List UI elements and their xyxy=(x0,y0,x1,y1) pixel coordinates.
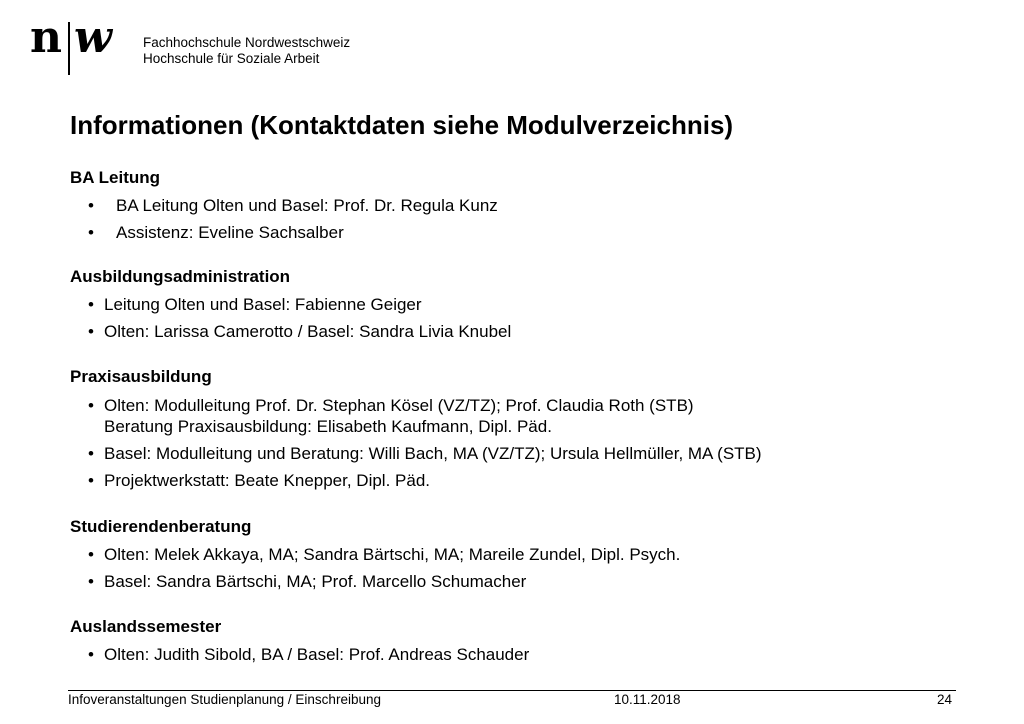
bullet-list xyxy=(70,195,498,243)
slide-title: Informationen (Kontaktdaten siehe Modulverzeichnis) xyxy=(70,110,734,140)
bullet-dot: • xyxy=(88,545,94,564)
section-heading: Ausbildungsadministration xyxy=(70,267,291,286)
section-praxisausbildung xyxy=(70,367,762,491)
bullet-list xyxy=(70,395,762,491)
logo-divider xyxy=(68,22,70,75)
list-item-text: Olten: Modulleitung Prof. Dr. Stephan Kösel (VZ/TZ); Prof. Claudia Roth (STB) xyxy=(104,396,694,415)
section-ba-leitung xyxy=(70,168,498,243)
slide-footer xyxy=(68,690,956,711)
list-item-text: Leitung Olten und Basel: Fabienne Geiger xyxy=(104,295,422,314)
section-auslandssemester xyxy=(70,617,529,665)
list-item xyxy=(70,544,680,565)
logo-line-2: Hochschule für Soziale Arbeit xyxy=(143,51,320,66)
list-item-text: Projektwerkstatt: Beate Knepper, Dipl. Päd. xyxy=(104,471,431,490)
bullet-dot: • xyxy=(88,572,94,591)
bullet-list xyxy=(70,644,529,665)
section-heading: Studierendenberatung xyxy=(70,517,252,536)
fhnw-logo xyxy=(30,12,390,76)
page-number: 24 xyxy=(936,692,952,707)
list-item-text: Olten: Melek Akkaya, MA; Sandra Bärtschi, MA; Mareile Zundel, Dipl. Psych. xyxy=(104,545,681,564)
list-item-text: Basel: Sandra Bärtschi, MA; Prof. Marcello Schumacher xyxy=(104,572,527,591)
bullet-dot: • xyxy=(88,396,94,415)
list-item xyxy=(70,571,680,592)
logo-mark-w: w xyxy=(74,12,112,63)
logo-line-1: Fachhochschule Nordwestschweiz xyxy=(143,35,351,50)
section-heading: Praxisausbildung xyxy=(70,367,212,386)
list-item xyxy=(70,470,762,491)
footer-title: Infoveranstaltungen Studienplanung / Einschreibung xyxy=(68,692,381,707)
list-item xyxy=(70,195,498,216)
list-item xyxy=(70,395,762,416)
bullet-list xyxy=(70,294,511,342)
section-heading: Auslandssemester xyxy=(70,617,222,636)
list-item xyxy=(70,321,511,342)
section-heading: BA Leitung xyxy=(70,168,161,187)
bullet-dot: • xyxy=(88,223,94,242)
bullet-dot: • xyxy=(88,444,94,463)
list-item xyxy=(70,644,529,665)
list-item-text: Basel: Modulleitung und Beratung: Willi Bach, MA (VZ/TZ); Ursula Hellmüller, MA (STB) xyxy=(104,444,762,463)
list-item-text: Beratung Praxisausbildung: Elisabeth Kaufmann, Dipl. Päd. xyxy=(104,417,552,436)
section-studierendenberatung xyxy=(70,517,680,592)
bullet-list xyxy=(70,544,680,592)
list-item xyxy=(70,443,762,464)
list-item-continuation xyxy=(70,416,762,437)
list-item-text: Assistenz: Eveline Sachsalber xyxy=(116,223,344,242)
logo-text xyxy=(143,35,350,67)
bullet-dot: • xyxy=(88,322,94,341)
bullet-dot: • xyxy=(88,295,94,314)
list-item xyxy=(70,294,511,315)
list-item-text: BA Leitung Olten und Basel: Prof. Dr. Regula Kunz xyxy=(116,196,498,215)
logo-mark-n: n xyxy=(30,12,62,63)
list-item xyxy=(70,222,498,243)
footer-date: 10.11.2018 xyxy=(614,692,681,707)
section-ausbildungsadministration xyxy=(70,267,511,342)
bullet-dot: • xyxy=(88,196,94,215)
list-item-text: Olten: Judith Sibold, BA / Basel: Prof. Andreas Schauder xyxy=(104,645,530,664)
list-item-text: Olten: Larissa Camerotto / Basel: Sandra Livia Knubel xyxy=(104,322,512,341)
bullet-dot: • xyxy=(88,471,94,490)
bullet-dot: • xyxy=(88,645,94,664)
